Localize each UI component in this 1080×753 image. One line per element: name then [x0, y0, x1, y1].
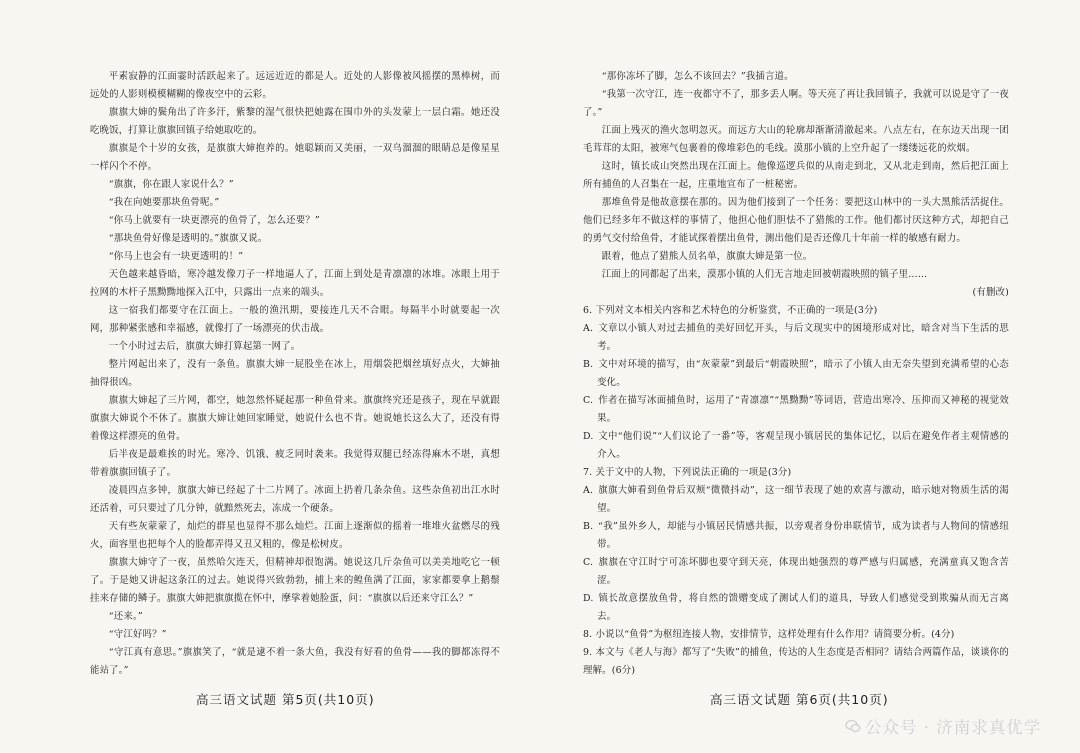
passage-paragraph: 平素寂静的江面霎时活跃起来了。远远近近的都是人。近处的人影像被风摇摆的黑棒树，而远处的人影则模模糊糊的像夜空中的云彩。	[90, 71, 500, 100]
passage-paragraph: 这时，镇长成山突然出现在江面上。他像巡逻兵似的从南走到北，又从北走到南，然后把江面上所有捕鱼的人召集在一起，庄重地宣布了一桩秘密。	[583, 161, 1009, 190]
passage-paragraph: 那堆鱼骨是他故意摆在那的。因为他们接到了一个任务：要把这山林中的一头大黑熊活活捉住。他们已经多年不做这样的事情了，他担心他们胆怯不了猎熊的工作。他们都讨厌这种方式，却把自己的勇气交付给鱼骨，才能试探着摆出鱼骨，测出他们是否还像几十年前一样的敏感有耐力。	[583, 197, 1009, 244]
wechat-account-icon	[845, 718, 861, 734]
passage-paragraph: 旗旗大婶的鬓角出了许多汗，紫黎的湿气很快把她露在围巾外的头发蒙上一层白霜。她还没吃晚饭，打算让旗旗回镇子给她取吃的。	[90, 107, 500, 136]
passage-paragraph: 旗旗大婶起了三片网，都空，她忽然怀疑起那一种鱼骨来。旗旗终究还是孩子，现在早就跟旗旗大婶说个不休了。旗旗大婶让她回家睡觉，她说什么也不肯。她说她长这么大了，还没有得着像这样漂亮的鱼骨。	[90, 395, 500, 442]
passage-paragraph: 旗旗是个十岁的女孩，是旗旗大婶抱养的。她聪颖而又美丽，一双乌溜溜的眼睛总是像星星一样闪个不停。	[90, 143, 500, 172]
passage-paragraph: “旗旗，你在跟人家说什么？”	[108, 179, 234, 190]
option-label: B.	[583, 359, 594, 370]
option-text: 旗旗大婶看到鱼骨后双颊“微微抖动”，这一细节表现了她的欢喜与激动，暗示她对物质生活的渴望。	[597, 485, 1009, 514]
passage-paragraph: 旗旗大婶守了一夜，虽然哈欠连天，但精神却很饱满。她说这几斤杂鱼可以美美地吃它一顿了。于是她又讲起这条江的过去。她说得兴致勃勃，捕上来的鳇鱼满了江面，家家都要拿上鹅鬃挂来存储的鳞子。旗旗大婶把旗旗揽在怀中，摩挲着她脸蛋，问：“旗旗以后还来守江么？”	[90, 557, 500, 604]
answer-option	[583, 356, 1009, 392]
passage-paragraph: 江面上残灭的渔火忽明忽灭。而远方大山的轮廓却渐渐清澈起来。八点左右，在东边天出现一团毛茸茸的太阳，被寒气包裹着的像堆彩色的毛线。漠那小镇的上空升起了一缕缕远花的炊烟。	[583, 125, 1009, 154]
answer-option	[583, 482, 1009, 518]
passage-paragraph: “你马上也会有一块更透明的！”	[108, 251, 244, 262]
page-footer-left: 高三语文试题 第5页(共10页)	[196, 692, 375, 707]
source-note: (有删改)	[972, 287, 1009, 298]
option-label: D.	[583, 593, 594, 604]
passage-paragraph: 天有些灰蒙蒙了，灿烂的群星也显得不那么灿烂。江面上逐渐似的摇着一堆堆火盆燃尽的残火，面容里也把每个人的脸都弄得又丑又粗的，像是松树皮。	[90, 521, 500, 550]
watermark-text: 公众号 · 济南求真优学	[865, 718, 1042, 737]
passage-paragraph: “那块鱼骨好像是透明的。”旗旗又说。	[108, 233, 268, 244]
option-label: D.	[583, 431, 594, 442]
passage-paragraph: 后半夜是最难挨的时光。寒冷、饥饿、疲乏同时袭来。我觉得双腿已经冻得麻木不堪，真想带着旗旗回镇子了。	[90, 449, 500, 478]
question-stem: 8. 小说以“鱼骨”为枢纽连接人物，安排情节，这样处理有什么作用？请简要分析。(4分)	[583, 629, 955, 640]
passage-paragraph: 跟着，他点了猎熊人员名单，旗旗大婶是第一位。	[601, 251, 813, 262]
passage-paragraph: “还来。”	[108, 611, 143, 622]
answer-option	[583, 518, 1009, 554]
option-text: 镇长故意摆放鱼骨，将自然的馈赠变成了测试人们的道具，导致人们感觉受到欺骗从而无言离去。	[597, 593, 1009, 622]
question-stem: 9. 本文与《老人与海》都写了“失败”的捕鱼，传达的人生态度是否相同？请结合两篇作品，谈谈你的理解。(6分)	[583, 647, 1009, 676]
option-label: C.	[583, 395, 594, 406]
answer-option	[583, 392, 1009, 428]
option-label: A.	[583, 323, 594, 334]
option-text: 文章以小镇人对过去捕鱼的美好回忆开头，与后文现实中的困境形成对比，暗含对当下生活的思考。	[597, 323, 1009, 352]
option-text: 作者在描写冰面捕鱼时，运用了“青凛凛”“黑黝黝”等词语，营造出寒冷、压抑而又神秘的视觉效果。	[597, 395, 1009, 424]
passage-paragraph: “守江真有意思。”旗旗笑了，“就是逮不着一条大鱼，我没有好看的鱼骨——我的脚都冻得不能站了。”	[90, 647, 500, 676]
passage-paragraph: 江面上的同都起了出来，漠那小镇的人们无言地走回被朝霞映照的镇子里……	[601, 269, 928, 280]
option-text: 旗旗在守江时宁可冻坏脚也要守到天亮，体现出她强烈的尊严感与归属感，充满童真又饱含苦涩。	[597, 557, 1009, 586]
passage-paragraph: “那你冻坏了脚，怎么不该回去？”我插言道。	[601, 71, 794, 82]
passage-paragraph: 一个小时过去后，旗旗大婶打算起第一网了。	[108, 341, 301, 352]
reading-passage-right	[583, 68, 1009, 680]
answer-option	[583, 590, 1009, 626]
option-label: A.	[583, 485, 594, 496]
question-stem: 6. 下列对文本相关内容和艺术特色的分析鉴赏，不正确的一项是(3分)	[583, 305, 878, 316]
option-label: C.	[583, 557, 594, 568]
passage-paragraph: “我第一次守江，连一夜都守不了，那多丢人啊。等天亮了再让我回镇子，我就可以说是守了一夜了。”	[583, 89, 1009, 118]
option-label: B.	[583, 521, 594, 532]
answer-option	[583, 428, 1009, 464]
answer-option	[583, 320, 1009, 356]
passage-paragraph: 这一宿我们都要守在江面上。一般的渔汛期，要接连几天不合眼。每隔半小时就要起一次网，那种紧张感和幸福感，就像打了一场漂亮的伏击战。	[90, 305, 500, 334]
passage-paragraph: “你马上就要有一块更漂亮的鱼骨了，怎么还要？”	[108, 215, 320, 226]
passage-paragraph: 整片网起出来了，没有一条鱼。旗旗大婶一屁股坐在冰上，用烟袋把烟丝填好点火，大婶抽抽得很凶。	[90, 359, 500, 388]
exam-page-right	[540, 0, 1080, 753]
passage-paragraph: “守江好吗？”	[108, 629, 167, 640]
passage-paragraph: “我在向她要那块鱼骨呢。”	[108, 197, 220, 208]
watermark	[845, 714, 1041, 738]
option-text: “我”虽外乡人，却能与小镇居民情感共振，以旁观者身份串联情节，成为读者与人物间的情感纽带。	[597, 521, 1009, 550]
passage-paragraph: 天色越来越昏暗，寒冷越发像刀子一样地逼人了，江面上到处是青凛凛的冰堆。冰眼上用于拉网的木杆子黑黝黝地探入江中，只露出一点来的端头。	[90, 269, 500, 298]
passage-paragraph: 凌晨四点多钟，旗旗大婶已经起了十二片网了。冰面上扔着几条杂鱼。这些杂鱼初出江水时还活着，可只要过了几分钟，就黯然死去，冻成一个硬条。	[90, 485, 500, 514]
option-text: 文中对环境的描写，由“灰蒙蒙”到最后“朝霞映照”，暗示了小镇人由无奈失望到充满希望的心态变化。	[597, 359, 1009, 388]
reading-passage-left	[90, 68, 500, 680]
page-footer-right: 高三语文试题 第6页(共10页)	[710, 692, 889, 707]
question-stem: 7. 关于文中的人物，下列说法正确的一项是(3分)	[583, 467, 792, 478]
answer-option	[583, 554, 1009, 590]
option-text: 文中“他们说”“人们议论了一番”等，客观呈现小镇居民的集体记忆，以后在避免作者主观情感的介入。	[597, 431, 1009, 460]
